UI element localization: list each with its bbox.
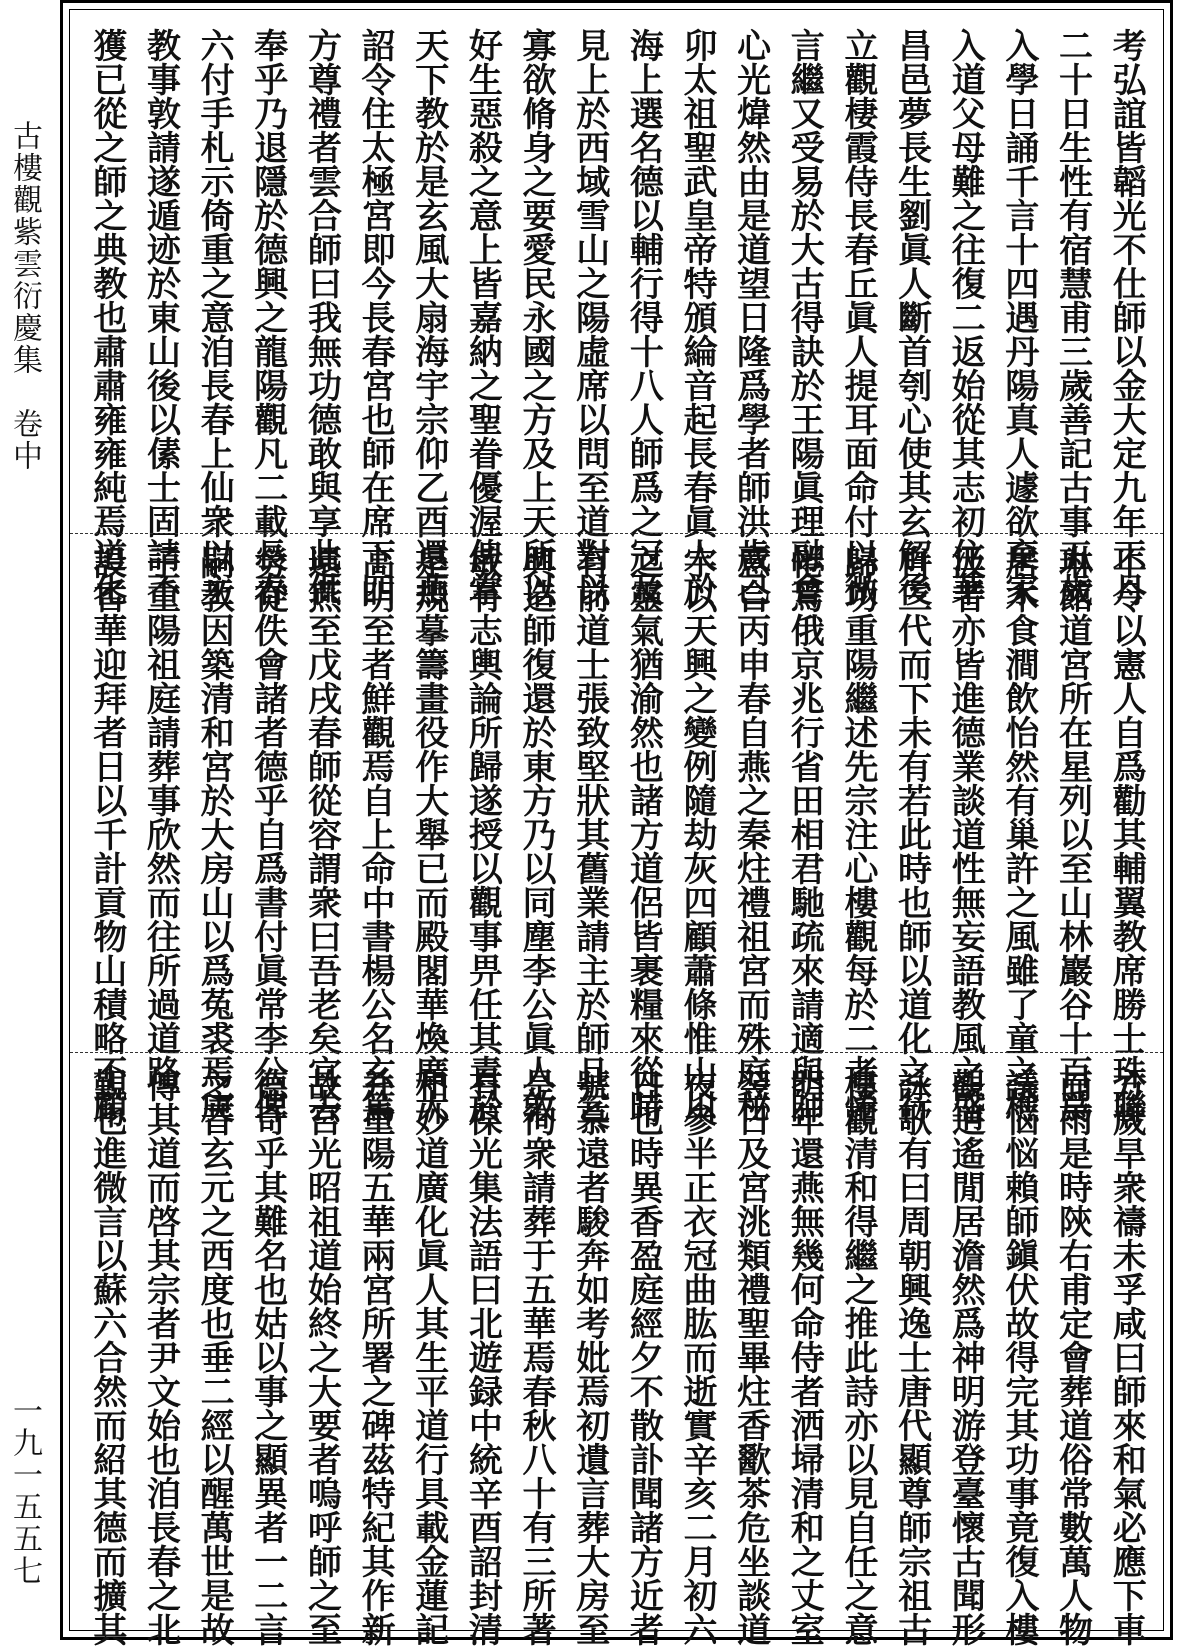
text-column: 奉乎乃退隱於德興之龍陽觀凡二載長春 (247, 28, 288, 606)
text-column: 勞從佚會諸者德乎自爲書付眞常李公俾 (247, 545, 288, 1123)
text-column: 惓焉俄京兆行省田相君馳疏來請適與師 (784, 545, 825, 1123)
text-column: 有葆光集法語曰北遊録中統辛酉詔封清 (462, 1068, 503, 1646)
text-column: 夜參半正衣冠曲肱而逝實辛亥二月初六 (676, 1068, 717, 1646)
text-column: 觀逍遙閒居澹然爲神明游登臺懷古聞形 (945, 1068, 986, 1646)
text-column: 卯太祖聖武皇帝特頒綸音起長春眞人於 (676, 28, 717, 606)
text-column: 好生惡殺之意上皆嘉納之聖眷優渥俾掌 (462, 28, 503, 606)
text-column: 言繼又受易於大古得訣於王陽眞理融會 (784, 28, 825, 606)
text-column: 歸功重陽繼述先宗注心樓觀每於二者惓 (837, 545, 878, 1123)
text-column: 明年還燕無幾何命侍者洒埽清和之丈室 (784, 1068, 825, 1646)
text-column: 六付手札示倚重之意洎長春上仙衆以主 (194, 28, 235, 606)
text-column: 詠歌有曰周朝興逸士唐代顯尊師宗祖古 (891, 1068, 932, 1646)
text-column: 立觀棲霞侍長春丘眞人提耳面命付以微 (837, 28, 878, 606)
text-column: 是徇衆請葬于五華焉春秋八十有三所著 (516, 1068, 557, 1646)
text-column: 昌邑夢長生劉眞人斷首刳心使其玄解後 (891, 28, 932, 606)
text-column: 汲者亦皆進德業談道性無妄語教風之盛 (945, 545, 986, 1123)
text-column: 之靈氣猶渝然也諸方道侶皆裹糧來從時 (623, 545, 664, 1123)
text-column: 居木食澗飲怡然有巢許之風雖了童之樵 (998, 545, 1039, 1123)
text-frame-inner (69, 9, 1164, 1646)
section-divider (70, 533, 1163, 534)
text-column: 并重陽五華兩宮所署之碑茲特紀其作新 (355, 1068, 396, 1646)
text-column: 考弘誼皆韜光不仕師以金大定九年正月 (1106, 28, 1147, 606)
text-column: 而雨是時陝右甫定會葬道俗常數萬人物 (1052, 1068, 1093, 1646)
text-column: 子重陽祖庭請葬事欣然而往所過道路 (140, 545, 181, 1089)
text-column: 高明至者鮮觀焉自上命中書楊公名玄篤 (355, 545, 396, 1123)
text-column: 之昔玄元之西度也垂二經以醒萬世是故 (194, 1068, 235, 1646)
text-column: 二十日生性有宿慧甫三歲善記古事五歲 (1052, 28, 1093, 606)
text-column: 方尊禮者雲合師曰我無功德敢與享此供 (301, 28, 342, 606)
text-column: 嗣教因築清和宮於大房山以爲菟裘焉庚 (194, 545, 235, 1123)
text-column: 還燕至戊戌春師從容謂衆曰吾老矣宜去 (301, 545, 342, 1123)
text-column: 方歲旱衆禱未孚咸曰師來和氣必應下車 (1106, 1068, 1147, 1646)
margin-book-title: 古樓觀紫雲衍慶集 卷中 (7, 120, 42, 472)
text-column: 詔令住太極宮即今長春宮也師在席下四 (355, 28, 396, 606)
text-column: 入道父母難之往復二返始從其志初住華 (945, 28, 986, 606)
text-column: 樓觀清和得繼之推此詩亦以見自任之意 (837, 1068, 878, 1646)
text-column: 有前道士張致堅狀其舊業請主於師且乞 (569, 545, 610, 1123)
text-column: 心光煒然由是道望日隆爲學者師洪歲己 (730, 28, 771, 606)
text-section-3 (80, 1068, 1153, 1646)
text-column: 是規摹籌畫役作大舉已而殿閣華煥廣大 (408, 545, 449, 1123)
text-section-2 (80, 545, 1153, 1123)
text-column: 設香華迎拜者日以千計貢物山積略不顧 (86, 545, 127, 1123)
text-column: 海上選名德以輔行得十八人師爲之冠及 (623, 28, 664, 606)
text-column: 敏有志輿論所歸遂授以觀事畀任其責於 (462, 545, 503, 1123)
text-column: 議悩悩賴師鎭伏故得完其功事竟復入樓 (998, 1068, 1039, 1646)
text-column: 獲已從之師之典教也肅肅雍雍純焉道化 (86, 28, 127, 606)
text-column: 和妙道廣化眞人其生平道行具載金蓮記 (408, 1068, 449, 1646)
margin-page-number: 一九一五五七 (7, 1395, 42, 1587)
text-column: 宇以天興之變例隨劫灰四顧蕭條惟山川 (676, 545, 717, 1123)
text-column: 德奇乎其難名也姑以事之顯異者一二言 (247, 1068, 288, 1646)
text-column: 號慕遠者駿奔如考妣焉初遺言葬大房至 (569, 1068, 610, 1646)
text-column: 覲也進微言以蘇六合然而紹其德而擴其 (86, 1068, 127, 1646)
text-column: 故宮光昭祖道始終之大要者嗚呼師之至 (301, 1068, 342, 1646)
text-column: 意合丙申春自燕之秦炷禮祖宮而殊庭秘 (730, 545, 771, 1123)
text-column: 教事敦請遂遁迹於東山後以傃士固請不 (140, 28, 181, 606)
text-column: 琳館道宮所在星列以至山林巖谷十百爲 (1052, 545, 1093, 1123)
text-column: 傳其道而啓其宗者尹文始也洎長春之北 (140, 1068, 181, 1646)
text-column: 興造師復還於東方乃以同塵李公眞人敦 (516, 545, 557, 1123)
text-column: 日也時異香盈庭經夕不散訃聞諸方近者 (623, 1068, 664, 1646)
text-column: 自三代而下未有若此時也師以道化之行 (891, 545, 932, 1123)
text-section-1 (80, 28, 1153, 606)
text-column: 不令以憲人自爲勸其輔翼教席勝士珠聯 (1106, 545, 1147, 1123)
section-divider (70, 1052, 1163, 1053)
text-column: 見上於西域雪山之陽虛席以問至道對以 (569, 28, 610, 606)
text-column: 翌日及宮洮類禮聖畢炷香歠茶危坐談道 (730, 1068, 771, 1646)
text-column: 天下教於是玄風大扇海宇宗仰乙酉還燕 (408, 28, 449, 606)
text-column: 寡欲脩身之要愛民永國之方及上天所以 (516, 28, 557, 606)
text-column: 入學日誦千言十四遇丹陽真人遽欲棄家 (998, 28, 1039, 606)
text-frame (60, 0, 1173, 1646)
